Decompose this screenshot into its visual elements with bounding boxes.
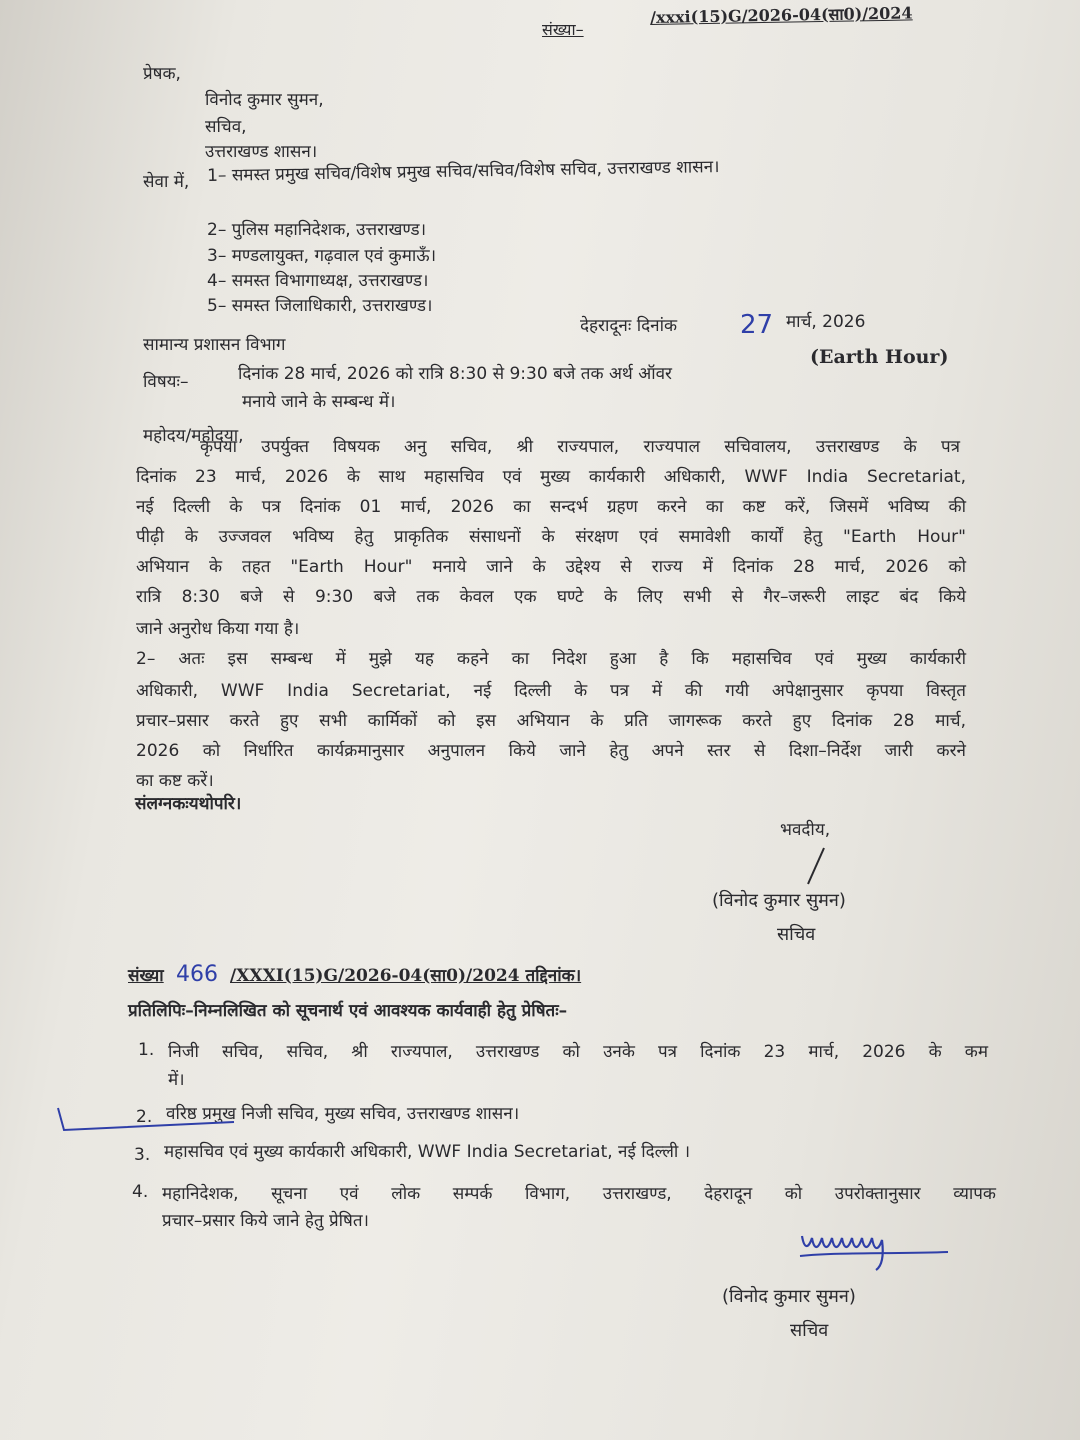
copy-to-item-line: प्रचार–प्रसार किये जाने हेतु प्रेषित।: [162, 1211, 369, 1231]
copy-to-heading: प्रतिलिपिः–निम्नलिखित को सूचनार्थ एवं आवश्यक कार्यवाही हेतु प्रेषितः–: [128, 1001, 568, 1021]
handwritten-day: 27: [740, 310, 774, 340]
sender-office: उत्तराखण्ड शासन।: [205, 142, 318, 162]
subject-line1-en: (Earth Hour): [810, 346, 949, 368]
recipient-item: 1– समस्त प्रमुख सचिव/विशेष प्रमुख सचिव/सचिव/विशेष सचिव, उत्तराखण्ड शासन।: [206, 157, 720, 186]
para1-line: रात्रि 8:30 बजे से 9:30 बजे तक केवल एक घण्टे के लिए सभी से गैर–जरूरी लाइट बंद किये: [136, 587, 966, 607]
ref-bottom-number: /XXXI(15)G/2026-04(सा0)/2024 तद्दिनांक।: [230, 966, 582, 986]
closing-designation: सचिव: [777, 924, 816, 945]
copy-to-item-line: महासचिव एवं मुख्य कार्यकारी अधिकारी, WWF India Secretariat, नई दिल्ली ।: [164, 1142, 691, 1162]
place-date-month-year: मार्च, 2026: [786, 312, 866, 332]
para2-line: अधिकारी, WWF India Secretariat, नई दिल्ली के पत्र में की गयी अपेक्षानुसार कृपया विस्तृत: [136, 681, 966, 701]
para2-line: 2– अतः इस सम्बन्ध में मुझे यह कहने का निदेश हुआ है कि महासचिव एवं मुख्य कार्यकारी: [136, 649, 966, 669]
signature-stroke: [800, 846, 830, 888]
place-date-prefix: देहरादूनः दिनांक: [580, 316, 678, 336]
closing2-designation: सचिव: [790, 1320, 829, 1341]
copy-to-item-number: 2.: [136, 1107, 153, 1127]
para1-line: पीढ़ी के उज्जवल भविष्य हेतु प्राकृतिक संसाधनों के संरक्षण एवं समावेशी कार्यों हेतु "Earth Hour": [136, 527, 966, 547]
copy-to-item-line: महानिदेशक, सूचना एवं लोक सम्पर्क विभाग, उत्तराखण्ड, देहरादून को उपरोक्तानुसार व्यापक: [162, 1184, 996, 1204]
closing-name: (विनोद कुमार सुमन): [712, 890, 846, 911]
sender-heading: प्रेषक,: [143, 64, 181, 84]
para1-line: अभियान के तहत "Earth Hour" मनाये जाने के उद्देश्य से राज्य में दिनांक 28 मार्च, 2026 को: [136, 557, 966, 577]
handwritten-dispatch-number: 466: [176, 962, 218, 987]
sender-designation: सचिव,: [205, 117, 247, 137]
subject-label: विषयः–: [143, 372, 189, 392]
sender-name: विनोद कुमार सुमन,: [205, 90, 324, 110]
subject-line2: मनाये जाने के सम्बन्ध में।: [242, 392, 396, 412]
recipient-item: 3– मण्डलायुक्त, गढ़वाल एवं कुमाऊँ।: [207, 246, 437, 266]
para1-line: कृपया उपर्युक्त विषयक अनु सचिव, श्री राज्यपाल, राज्यपाल सचिवालय, उत्तराखण्ड के पत्र: [200, 437, 960, 457]
enclosure: संलग्नकःयथोपरि।: [135, 794, 242, 814]
para2-line: 2026 को निर्धारित कार्यक्रमानुसार अनुपालन किये जाने हेतु अपने स्तर से दिशा–निर्देश जारी करने: [136, 741, 966, 761]
copy-to-item-number: 1.: [138, 1040, 155, 1060]
recipient-item: 2– पुलिस महानिदेशक, उत्तराखण्ड।: [207, 220, 427, 240]
copy-to-item-line: में।: [168, 1070, 185, 1090]
valediction: भवदीय,: [780, 820, 831, 840]
recipients-heading: सेवा में,: [143, 172, 190, 192]
salutation: महोदय/महोदया,: [143, 426, 244, 446]
para1-line: जाने अनुरोध किया गया है।: [136, 619, 300, 639]
copy-to-item-number: 4.: [132, 1182, 149, 1202]
subject-line1: दिनांक 28 मार्च, 2026 को रात्रि 8:30 से 9:30 बजे तक अर्थ ऑवर: [238, 364, 672, 384]
recipient-item: 4– समस्त विभागाध्यक्ष, उत्तराखण्ड।: [207, 271, 429, 291]
handwritten-signature: [798, 1226, 958, 1276]
copy-to-item-line: वरिष्ठ प्रमुख निजी सचिव, मुख्य सचिव, उत्तराखण्ड शासन।: [166, 1104, 520, 1124]
ref-bottom-label: संख्या: [128, 966, 164, 986]
ref-top-label: संख्या–: [542, 20, 584, 39]
recipient-item: 5– समस्त जिलाधिकारी, उत्तराखण्ड।: [207, 296, 433, 316]
para2-line: का कष्ट करें।: [136, 771, 214, 791]
department: सामान्य प्रशासन विभाग: [143, 335, 286, 355]
copy-to-item-line: निजी सचिव, सचिव, श्री राज्यपाल, उत्तराखण्ड को उनके पत्र दिनांक 23 मार्च, 2026 के कम: [168, 1042, 988, 1062]
ref-top-number: /xxxi(15)G/2026-04(सा0)/2024: [649, 3, 913, 27]
para2-line: प्रचार–प्रसार करते हुए सभी कार्मिकों को इस अभियान के प्रति जागरूक करते हुए दिनांक 28 मार्च,: [136, 711, 966, 731]
closing2-name: (विनोद कुमार सुमन): [722, 1286, 856, 1307]
para1-line: दिनांक 23 मार्च, 2026 के साथ महासचिव एवं मुख्य कार्यकारी अधिकारी, WWF India Secretariat,: [136, 467, 966, 487]
copy-to-item-number: 3.: [134, 1145, 151, 1165]
para1-line: नई दिल्ली के पत्र दिनांक 01 मार्च, 2026 का सन्दर्भ ग्रहण करने का कष्ट करें, जिसमें भविष्य की: [136, 497, 966, 517]
handwritten-tick-mark: [44, 1106, 244, 1136]
